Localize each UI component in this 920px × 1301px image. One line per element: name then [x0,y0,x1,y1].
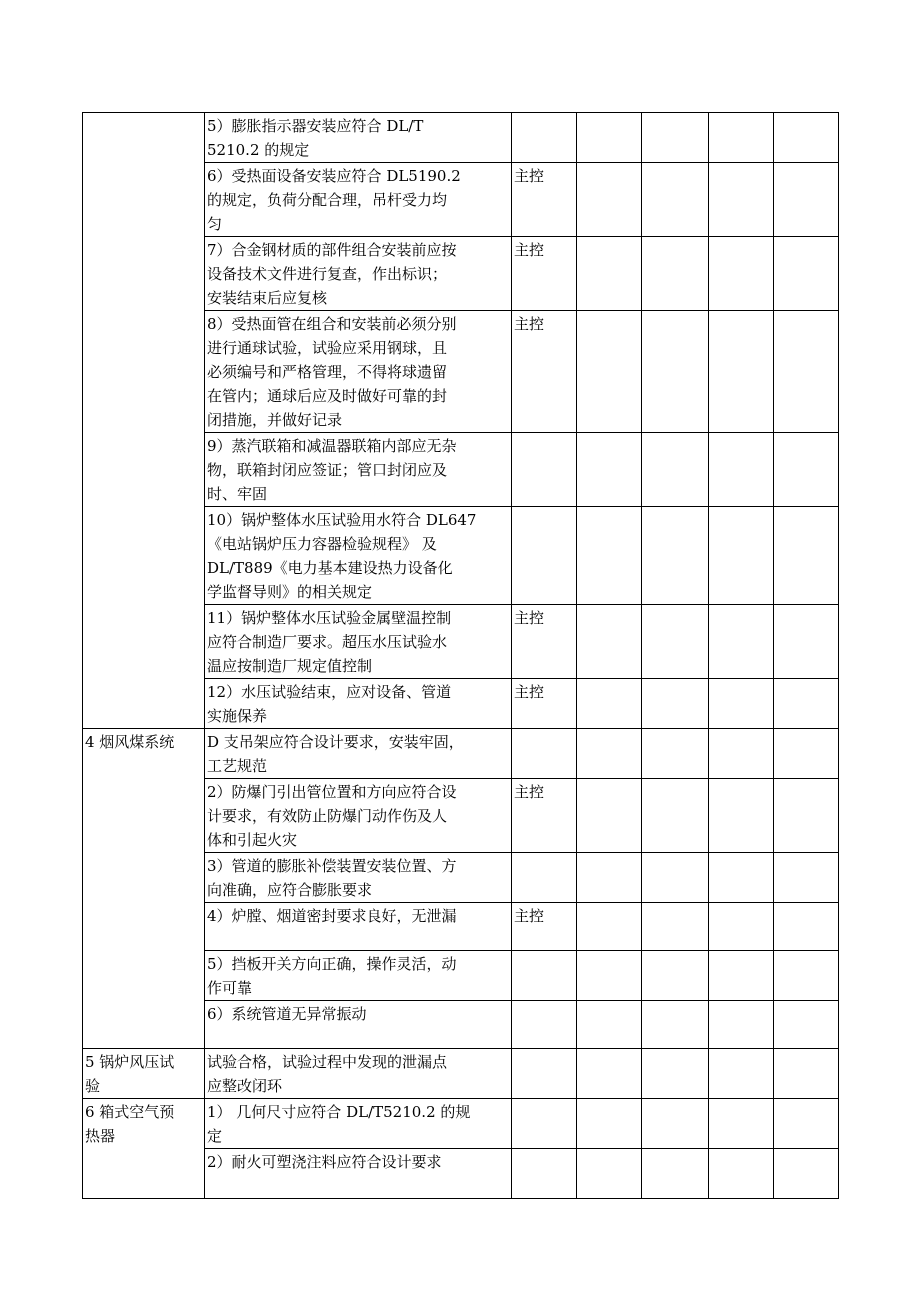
empty-cell [642,163,709,237]
empty-cell [774,1099,839,1149]
empty-cell [774,1149,839,1199]
requirement-cell: 12）水压试验结束，应对设备、管道 实施保养 [205,679,512,729]
empty-cell [709,605,774,679]
control-level-cell: 主控 [512,163,577,237]
requirement-cell: 3）管道的膨胀补偿装置安装位置、方 向准确，应符合膨胀要求 [205,853,512,903]
empty-cell [774,113,839,163]
category-cell: 6 箱式空气预 热器 [83,1099,205,1199]
empty-cell [642,507,709,605]
empty-cell [709,1099,774,1149]
control-level-cell [512,113,577,163]
empty-cell [642,679,709,729]
empty-cell [774,779,839,853]
empty-cell [642,113,709,163]
table-row [83,1049,839,1099]
control-level-cell [512,433,577,507]
empty-cell [642,605,709,679]
requirement-cell: 1） 几何尺寸应符合 DL/T5210.2 的规 定 [205,1099,512,1149]
requirement-cell: 6）系统管道无异常振动 [205,1001,512,1049]
control-level-cell [512,1001,577,1049]
control-level-cell: 主控 [512,903,577,951]
requirement-cell: 2）耐火可塑浇注料应符合设计要求 [205,1149,512,1199]
table-row [83,1099,839,1149]
empty-cell [642,903,709,951]
control-level-cell [512,1099,577,1149]
empty-cell [709,237,774,311]
empty-cell [709,903,774,951]
empty-cell [642,1099,709,1149]
empty-cell [642,311,709,433]
empty-cell [577,113,642,163]
empty-cell [577,1001,642,1049]
empty-cell [577,433,642,507]
empty-cell [774,1001,839,1049]
empty-cell [709,1049,774,1099]
category-cell: 4 烟风煤系统 [83,729,205,1049]
empty-cell [709,311,774,433]
empty-cell [774,679,839,729]
empty-cell [774,311,839,433]
requirement-cell: D 支吊架应符合设计要求，安装牢固， 工艺规范 [205,729,512,779]
requirement-cell: 5）挡板开关方向正确，操作灵活，动 作可靠 [205,951,512,1001]
empty-cell [709,1149,774,1199]
requirement-cell: 2）防爆门引出管位置和方向应符合设 计要求，有效防止防爆门动作伤及人 体和引起火灾 [205,779,512,853]
empty-cell [642,951,709,1001]
empty-cell [642,779,709,853]
empty-cell [709,507,774,605]
empty-cell [709,163,774,237]
empty-cell [774,853,839,903]
requirement-cell: 10）锅炉整体水压试验用水符合 DL647 《电站锅炉压力容器检验规程》 及 DL/T889《电力基本建设热力设备化 学监督导则》的相关规定 [205,507,512,605]
empty-cell [577,679,642,729]
empty-cell [774,729,839,779]
control-level-cell [512,729,577,779]
empty-cell [577,311,642,433]
empty-cell [709,679,774,729]
requirement-cell: 试验合格，试验过程中发现的泄漏点 应整改闭环 [205,1049,512,1099]
empty-cell [774,951,839,1001]
empty-cell [774,507,839,605]
empty-cell [709,1001,774,1049]
category-cell: 5 锅炉风压试 验 [83,1049,205,1099]
requirement-cell: 11）锅炉整体水压试验金属壁温控制 应符合制造厂要求。超压水压试验水 温应按制造厂规定值控制 [205,605,512,679]
empty-cell [577,1049,642,1099]
empty-cell [577,507,642,605]
requirement-cell: 5）膨胀指示器安装应符合 DL/T 5210.2 的规定 [205,113,512,163]
empty-cell [642,1001,709,1049]
empty-cell [709,433,774,507]
table-row [83,113,839,163]
empty-cell [709,951,774,1001]
empty-cell [774,605,839,679]
empty-cell [577,853,642,903]
category-cell [83,113,205,729]
empty-cell [577,237,642,311]
table-row [83,729,839,779]
empty-cell [774,163,839,237]
inspection-table [82,112,839,1199]
control-level-cell [512,1149,577,1199]
empty-cell [709,853,774,903]
empty-cell [709,779,774,853]
requirement-cell: 7）合金钢材质的部件组合安装前应按 设备技术文件进行复查，作出标识； 安装结束后应复核 [205,237,512,311]
empty-cell [642,1049,709,1099]
empty-cell [774,1049,839,1099]
empty-cell [642,433,709,507]
control-level-cell [512,951,577,1001]
empty-cell [577,903,642,951]
empty-cell [774,237,839,311]
empty-cell [774,903,839,951]
empty-cell [577,951,642,1001]
empty-cell [642,853,709,903]
control-level-cell: 主控 [512,311,577,433]
requirement-cell: 6）受热面设备安装应符合 DL5190.2 的规定，负荷分配合理，吊杆受力均 匀 [205,163,512,237]
empty-cell [642,237,709,311]
empty-cell [577,163,642,237]
control-level-cell: 主控 [512,237,577,311]
requirement-cell: 9）蒸汽联箱和减温器联箱内部应无杂 物，联箱封闭应签证；管口封闭应及 时、牢固 [205,433,512,507]
empty-cell [709,113,774,163]
empty-cell [577,1149,642,1199]
empty-cell [577,779,642,853]
table-body [83,113,839,1199]
requirement-cell: 4）炉膛、烟道密封要求良好，无泄漏 [205,903,512,951]
control-level-cell: 主控 [512,679,577,729]
empty-cell [774,433,839,507]
empty-cell [577,1099,642,1149]
control-level-cell: 主控 [512,779,577,853]
empty-cell [709,729,774,779]
empty-cell [577,605,642,679]
empty-cell [577,729,642,779]
control-level-cell [512,507,577,605]
control-level-cell: 主控 [512,605,577,679]
control-level-cell [512,1049,577,1099]
empty-cell [642,1149,709,1199]
requirement-cell: 8）受热面管在组合和安装前必须分别 进行通球试验，试验应采用钢球，且 必须编号和严格管理，不得将球遗留 在管内；通球后应及时做好可靠的封 闭措施，并做好记录 [205,311,512,433]
control-level-cell [512,853,577,903]
empty-cell [642,729,709,779]
